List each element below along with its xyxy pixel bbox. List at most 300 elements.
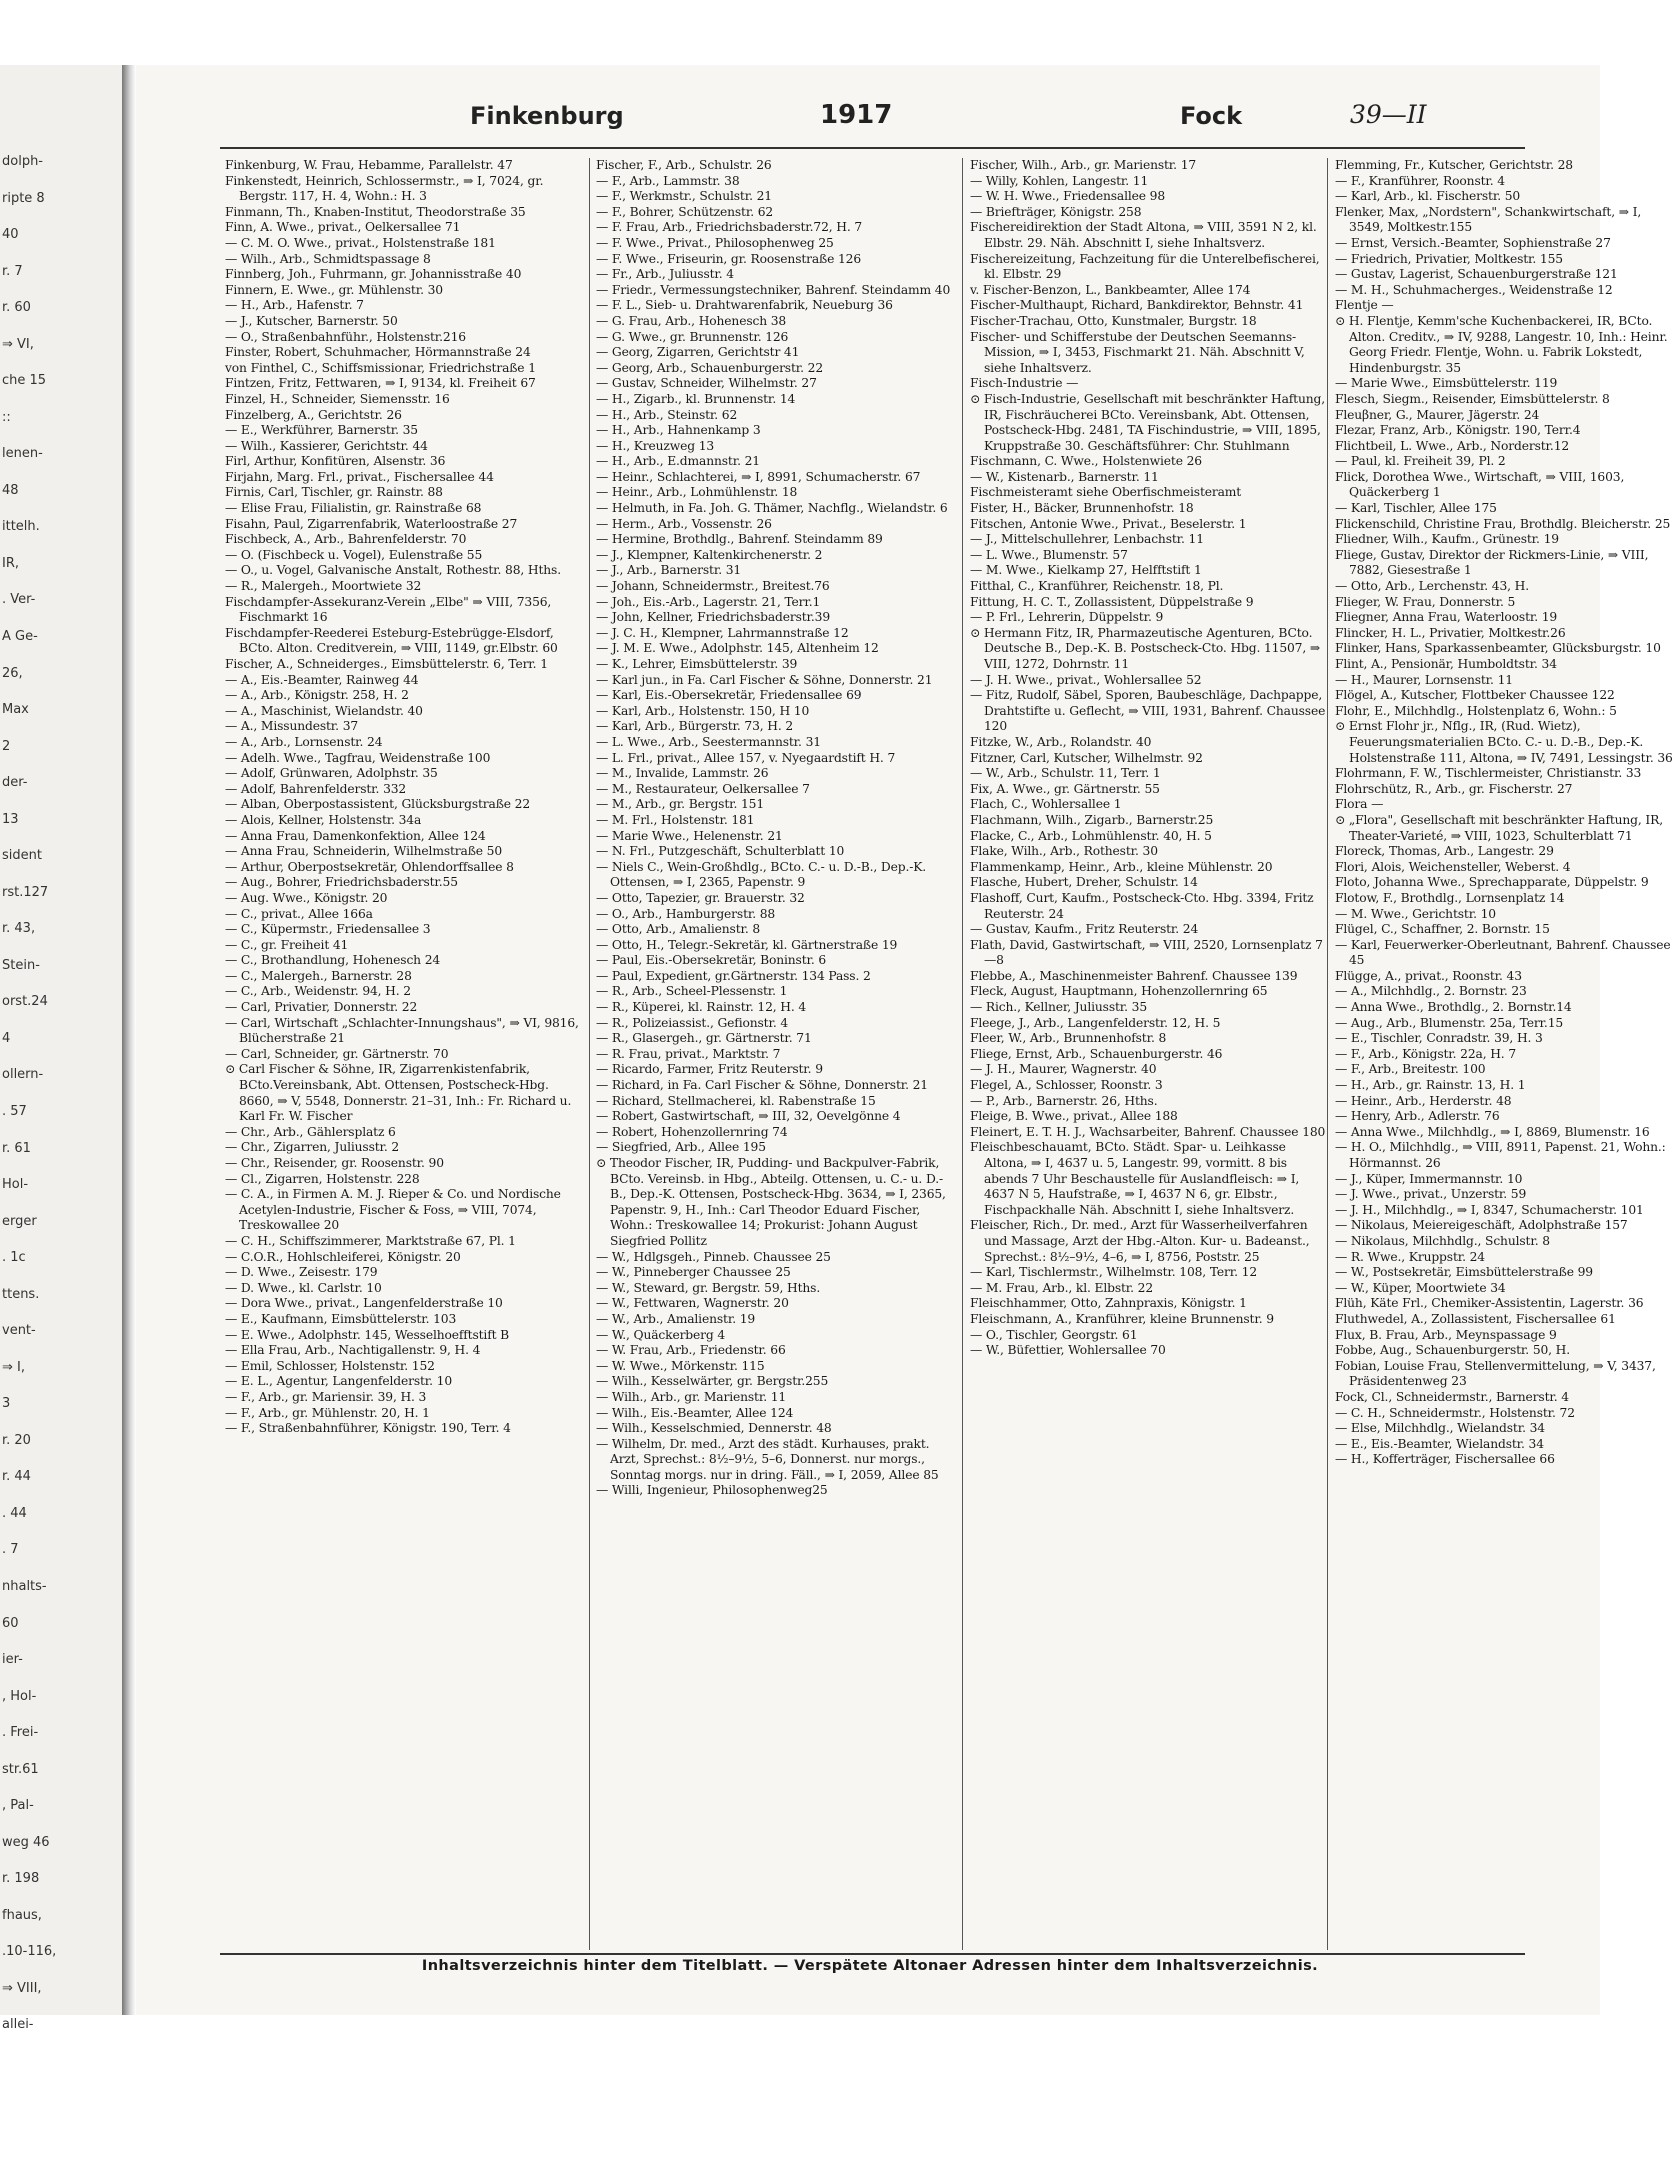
directory-entry: Flake, Wilh., Arb., Rothestr. 30 [970, 844, 1158, 859]
directory-entry: — F., Werkmstr., Schulstr. 21 [596, 189, 772, 204]
directory-entry: Flinker, Hans, Sparkassenbeamter, Glücksburgstr. 10 [1335, 641, 1661, 656]
directory-entry: — Karl, Tischlermstr., Wilhelmstr. 108, Terr. 12 [970, 1265, 1258, 1280]
directory-entry: — A., Missundestr. 37 [225, 719, 359, 734]
directory-entry: Fleige, B. Wwe., privat., Allee 188 [970, 1109, 1178, 1124]
margin-fragment: r. 44 [2, 1469, 31, 1485]
directory-entry: von Finthel, C., Schiffsmissionar, Friedrichstraße 1 [225, 360, 536, 375]
directory-entry: — Rich., Kellner, Juliusstr. 35 [970, 1000, 1148, 1015]
directory-entry: — F. L., Sieb- u. Drahtwarenfabrik, Neueburg 36 [596, 298, 893, 313]
directory-entry: — Else, Milchhdlg., Wielandstr. 34 [1335, 1421, 1545, 1436]
directory-entry: — Georg, Arb., Schauenburgerstr. 22 [596, 360, 824, 375]
directory-entry: Firjahn, Marg. Frl., privat., Fischersallee 44 [225, 469, 494, 484]
directory-entry: ⊙ Fisch-Industrie, Gesellschaft mit beschränkter Haftung, IR, Fischräucherei BCto. Vereinsbank, Abt. Ottensen, Postscheck-Hbg. 2481, TA Fischindustrie, ⇒ VIII, 1895, Kruppstraße 30. Geschäftsführer: Chr. Stuhlmann [970, 391, 1325, 453]
directory-entry: Fliege, Gustav, Direktor der Rickmers-Linie, ⇒ VIII, 7882, Giesestraße 1 [1335, 547, 1649, 578]
margin-fragment: , Pal- [2, 1798, 34, 1814]
margin-fragment: str.61 [2, 1761, 39, 1777]
directory-entry: — C. A., in Firmen A. M. J. Rieper & Co. und Nordische Acetylen-Industrie, Fischer & Foss, ⇒ VIII, 7074, Treskowallee 20 [225, 1187, 561, 1233]
directory-entry: v. Fischer-Benzon, L., Bankbeamter, Allee 174 [970, 282, 1251, 297]
directory-entry: — Karl, Eis.-Obersekretär, Friedensallee 69 [596, 688, 862, 703]
directory-entry: Fitzner, Carl, Kutscher, Wilhelmstr. 92 [970, 750, 1203, 765]
directory-entry: — H., Maurer, Lornsenstr. 11 [1335, 672, 1513, 687]
directory-entry: — C., Brothandlung, Hohenesch 24 [225, 953, 441, 968]
directory-entry: Fleer, W., Arb., Brunnenhofstr. 8 [970, 1031, 1167, 1046]
margin-fragment: nhalts- [2, 1579, 47, 1594]
margin-fragment: r. 198 [2, 1871, 40, 1887]
directory-entry: — Alban, Oberpostassistent, Glücksburgstraße 22 [225, 797, 531, 812]
directory-entry: Flashoff, Curt, Kaufm., Postscheck-Cto. Hbg. 3394, Fritz Reuterstr. 24 [970, 890, 1314, 921]
directory-entry: Fischereidirektion der Stadt Altona, ⇒ VIII, 3591 N 2, kl. Elbstr. 29. Näh. Abschnitt I, siehe Inhaltsverz. [970, 220, 1317, 250]
directory-entry: — Georg, Zigarren, Gerichtstr 41 [596, 345, 800, 360]
directory-entry: Flincker, H. L., Privatier, Moltkestr.26 [1335, 625, 1566, 640]
directory-entry: — W., Postsekretär, Eimsbüttelerstraße 99 [1335, 1265, 1593, 1280]
directory-entry: — G. Frau, Arb., Hohenesch 38 [596, 313, 787, 328]
margin-fragment: IR, [2, 555, 19, 571]
directory-entry: — Hermine, Brothdlg., Bahrenf. Steindamm 89 [596, 532, 883, 547]
footer-rule [220, 1953, 1525, 1955]
directory-entry: — Wilhelm, Dr. med., Arzt des städt. Kurhauses, prakt. Arzt, Sprechst.: 8½–9½, 5–6, Donnerst. nur morgs., Sonntag morgs. nur in dring. Fäll., ⇒ I, 2059, Allee 85 [596, 1436, 939, 1482]
margin-fragment: r. 43, [2, 921, 36, 937]
directory-entry: Fleischmann, A., Kranführer, kleine Brunnenstr. 9 [970, 1311, 1274, 1326]
directory-entry: — Paul, Expedient, gr.Gärtnerstr. 134 Pass. 2 [596, 968, 871, 983]
directory-entry: — Otto, H., Telegr.-Sekretär, kl. Gärtnerstraße 19 [596, 937, 898, 952]
directory-entry: — O., Arb., Hamburgerstr. 88 [596, 906, 776, 921]
margin-fragment: der- [2, 775, 28, 791]
directory-entry: Finnern, E. Wwe., gr. Mühlenstr. 30 [225, 282, 443, 297]
directory-entry: — Wilh., Kassierer, Gerichtstr. 44 [225, 438, 428, 453]
directory-entry: Flüh, Käte Frl., Chemiker-Assistentin, Lagerstr. 36 [1335, 1296, 1644, 1311]
directory-entry: — P., Arb., Barnerstr. 26, Hths. [970, 1093, 1158, 1108]
column-2 [596, 158, 952, 1950]
margin-fragment: . Ver- [2, 592, 36, 608]
directory-entry: Fluthwedel, A., Zollassistent, Fischersallee 61 [1335, 1311, 1616, 1326]
directory-entry: — Niels C., Wein-Großhdlg., BCto. C.- u. D.-B., Dep.-K. Ottensen, ⇒ I, 2365, Papenstr. 9 [596, 859, 927, 890]
directory-entry: — M., Invalide, Lammstr. 26 [596, 766, 769, 781]
margin-fragment: ttens. [2, 1286, 40, 1302]
directory-entry: — L. Wwe., Arb., Seestermannstr. 31 [596, 734, 821, 749]
directory-entry: Fischer, A., Schneiderges., Eimsbüttelerstr. 6, Terr. 1 [225, 657, 548, 671]
directory-entry: Fliege, Ernst, Arb., Schauenburgerstr. 46 [970, 1046, 1223, 1061]
margin-fragment: ripte 8 [2, 190, 45, 206]
directory-entry: — W. Frau, Arb., Friedenstr. 66 [596, 1343, 786, 1358]
directory-entry: — Helmuth, in Fa. Joh. G. Thämer, Nachflg., Wielandstr. 6 [596, 501, 948, 516]
directory-entry: — Robert, Hohenzollernring 74 [596, 1124, 788, 1139]
directory-entry: — F., Straßenbahnführer, Königstr. 190, Terr. 4 [225, 1421, 511, 1436]
directory-entry: — A., Arb., Königstr. 258, H. 2 [225, 688, 409, 703]
directory-entry: Flori, Alois, Weichensteller, Weberst. 4 [1335, 859, 1571, 874]
header-year: 1917 [820, 100, 893, 130]
directory-entry: — Henry, Arb., Adlerstr. 76 [1335, 1109, 1500, 1124]
directory-entry: Fock, Cl., Schneidermstr., Barnerstr. 4 [1335, 1389, 1569, 1404]
directory-entry: — W., Pinneberger Chaussee 25 [596, 1265, 791, 1280]
directory-entry: Flesch, Siegm., Reisender, Eimsbüttelerstr. 8 [1335, 391, 1610, 406]
directory-entry: — Anna Wwe., Milchhdlg., ⇒ I, 8869, Blumenstr. 16 [1335, 1124, 1650, 1139]
directory-entry: — Paul, kl. Freiheit 39, Pl. 2 [1335, 454, 1506, 469]
directory-entry: — Siegfried, Arb., Allee 195 [596, 1140, 766, 1155]
directory-entry: — E., Tischler, Conradstr. 39, H. 3 [1335, 1031, 1543, 1046]
directory-entry: Fischbeck, A., Arb., Bahrenfelderstr. 70 [225, 532, 467, 547]
directory-entry: — C., Arb., Weidenstr. 94, H. 2 [225, 984, 411, 999]
directory-entry: — Adelh. Wwe., Tagfrau, Weidenstraße 100 [225, 750, 491, 765]
directory-entry: — F., Arb., Lammstr. 38 [596, 173, 740, 188]
directory-entry: Flemming, Fr., Kutscher, Gerichtstr. 28 [1335, 158, 1573, 172]
directory-entry: — H., Arb., Hafenstr. 7 [225, 298, 364, 313]
margin-fragment: erger [2, 1213, 37, 1229]
directory-entry: — E., Eis.-Beamter, Wielandstr. 34 [1335, 1436, 1544, 1451]
directory-entry: — Richard, in Fa. Carl Fischer & Söhne, Donnerstr. 21 [596, 1078, 928, 1093]
margin-fragment: r. 7 [2, 263, 23, 279]
directory-entry: — Ricardo, Farmer, Fritz Reuterstr. 9 [596, 1062, 823, 1077]
directory-entry: Flammenkamp, Heinr., Arb., kleine Mühlenstr. 20 [970, 859, 1273, 874]
directory-entry: Fischdampfer-Assekuranz-Verein „Elbe" ⇒ VIII, 7356, Fischmarkt 16 [225, 594, 552, 625]
column-1 [225, 158, 581, 1950]
directory-entry: — C., Küpermstr., Friedensallee 3 [225, 922, 431, 937]
directory-entry: — Otto, Arb., Amalienstr. 8 [596, 922, 761, 937]
margin-fragment: weg 46 [2, 1834, 50, 1850]
directory-entry: — G. Wwe., gr. Brunnenstr. 126 [596, 329, 789, 344]
directory-entry: — Adolf, Bahrenfelderstr. 332 [225, 781, 407, 796]
directory-entry: — J., Arb., Barnerstr. 31 [596, 563, 742, 578]
directory-entry: Fitthal, C., Kranführer, Reichenstr. 18, Pl. [970, 579, 1224, 594]
directory-entry: Fischer- und Schifferstube der Deutschen Seemanns-Mission, ⇒ I, 3453, Fischmarkt 21. Näh. Abschnitt V, siehe Inhaltsverz. [970, 329, 1305, 375]
margin-fragment: :: [2, 409, 11, 425]
directory-entry: — M. Frl., Holstenstr. 181 [596, 812, 755, 827]
directory-entry: Fleischhammer, Otto, Zahnpraxis, Königstr. 1 [970, 1296, 1247, 1311]
directory-entry: — A., Milchhdlg., 2. Bornstr. 23 [1335, 984, 1527, 999]
directory-entry: Flath, David, Gastwirtschaft, ⇒ VIII, 2520, Lornsenplatz 7—8 [970, 937, 1323, 968]
margin-fragment: Stein- [2, 957, 40, 973]
directory-entry: Fleck, August, Hauptmann, Hohenzollernring 65 [970, 984, 1268, 999]
directory-entry: Fischereizeitung, Fachzeitung für die Unterelbefischerei, kl. Elbstr. 29 [970, 251, 1320, 282]
margin-fragment: r. 20 [2, 1432, 31, 1448]
directory-entry: — Fr., Arb., Juliusstr. 4 [596, 267, 734, 282]
margin-fragment: sident [2, 848, 42, 864]
margin-fragment: 26, [2, 665, 23, 681]
directory-entry: — Aug., Arb., Blumenstr. 25a, Terr.15 [1335, 1015, 1564, 1030]
directory-entry: — Aug., Bohrer, Friedrichsbaderstr.55 [225, 875, 458, 890]
directory-entry: — Emil, Schlosser, Holstenstr. 152 [225, 1358, 435, 1373]
margin-fragment: rst.127 [2, 884, 49, 900]
directory-entry: — Otto, Arb., Lerchenstr. 43, H. [1335, 579, 1529, 594]
directory-entry: — H., Zigarb., kl. Brunnenstr. 14 [596, 391, 796, 406]
directory-entry: — Richard, Stellmacherei, kl. Rabenstraße 15 [596, 1093, 876, 1108]
margin-fragment: ⇒ I, [2, 1359, 25, 1375]
directory-entry: ⊙ Carl Fischer & Söhne, IR, Zigarrenkistenfabrik, BCto.Vereinsbank, Abt. Ottensen, Postscheck-Hbg. 8660, ⇒ V, 5548, Donnerstr. 21–31, Inh.: Fr. Richard u. Karl Fr. W. Fischer [225, 1062, 572, 1124]
margin-fragment: r. 61 [2, 1140, 31, 1156]
directory-entry: — J. H. Wwe., privat., Wohlersallee 52 [970, 672, 1202, 687]
directory-entry: Fobbe, Aug., Schauenburgerstr. 50, H. [1335, 1343, 1571, 1358]
directory-entry: — Anna Frau, Schneiderin, Wilhelmstraße 50 [225, 844, 502, 859]
directory-entry: Flenker, Max, „Nordstern", Schankwirtschaft, ⇒ I, 3549, Moltkestr.155 [1335, 204, 1642, 235]
directory-entry: — Nikolaus, Milchhdlg., Schulstr. 8 [1335, 1233, 1550, 1248]
directory-entry: — J., Klempner, Kaltenkirchenerstr. 2 [596, 547, 823, 562]
directory-entry: — Carl, Privatier, Donnerstr. 22 [225, 1000, 418, 1015]
directory-entry: — Chr., Zigarren, Juliusstr. 2 [225, 1140, 400, 1155]
directory-entry: — J., Mittelschullehrer, Lenbachstr. 11 [970, 532, 1204, 547]
directory-entry: — Karl, Feuerwerker-Oberleutnant, Bahrenf. Chaussee 45 [1335, 937, 1671, 968]
directory-entry: Fitzke, W., Arb., Rolandstr. 40 [970, 734, 1152, 749]
directory-entry: — Karl, Arb., Holstenstr. 150, H 10 [596, 703, 810, 718]
directory-entry: — F., Bohrer, Schützenstr. 62 [596, 204, 774, 219]
directory-entry: — A., Arb., Lornsenstr. 24 [225, 734, 383, 749]
directory-entry: — F., Arb., Königstr. 22a, H. 7 [1335, 1046, 1516, 1061]
directory-entry: — Ella Frau, Arb., Nachtigallenstr. 9, H. 4 [225, 1343, 481, 1358]
directory-entry: Fleischer, Rich., Dr. med., Arzt für Wasserheilverfahren und Massage, Arzt der Hbg.-Alton. Kur- u. Badeanst., Sprechst.: 8½–9½, 4–6, ⇒ I, 8756, Poststr. 25 [970, 1218, 1310, 1264]
directory-entry: — K., Lehrer, Eimsbüttelerstr. 39 [596, 657, 798, 671]
margin-fragment: ier- [2, 1652, 23, 1668]
column-divider [1327, 158, 1328, 1950]
directory-entry: — Wilh., Arb., gr. Marienstr. 11 [596, 1389, 787, 1404]
directory-entry: Flohrmann, F. W., Tischlermeister, Christianstr. 33 [1335, 766, 1642, 781]
directory-entry: — F. Wwe., Friseurin, gr. Roosenstraße 126 [596, 251, 862, 266]
directory-entry: Flögel, A., Kutscher, Flottbeker Chaussee 122 [1335, 688, 1615, 703]
directory-entry: — Robert, Gastwirtschaft, ⇒ III, 32, Oevelgönne 4 [596, 1109, 901, 1124]
directory-entry: Flora — [1335, 797, 1384, 812]
directory-entry: — Heinr., Arb., Herderstr. 48 [1335, 1093, 1512, 1108]
margin-fragment: ⇒ VI, [2, 336, 34, 352]
directory-entry: — Chr., Arb., Gählersplatz 6 [225, 1124, 396, 1139]
directory-entry: — J. H., Maurer, Wagnerstr. 40 [970, 1062, 1157, 1077]
directory-entry: Flacke, C., Arb., Lohmühlenstr. 40, H. 5 [970, 828, 1212, 843]
directory-entry: — R., Arb., Scheel-Plessenstr. 1 [596, 984, 788, 999]
directory-entry: Flachmann, Wilh., Zigarb., Barnerstr.25 [970, 812, 1214, 827]
directory-entry: — J. H., Milchhdlg., ⇒ I, 8347, Schumacherstr. 101 [1335, 1202, 1644, 1217]
directory-entry: — O., Tischler, Georgstr. 61 [970, 1327, 1138, 1342]
directory-entry: — O., Straßenbahnführ., Holstenstr.216 [225, 329, 466, 344]
directory-entry: Fischer, Wilh., Arb., gr. Marienstr. 17 [970, 158, 1197, 172]
directory-entry: Flügel, C., Schaffner, 2. Bornstr. 15 [1335, 922, 1550, 937]
directory-entry: — R., Küperei, kl. Rainstr. 12, H. 4 [596, 1000, 807, 1015]
directory-entry: — E., Werkführer, Barnerstr. 35 [225, 423, 418, 438]
column-4 [1335, 158, 1675, 1950]
directory-entry: — Carl, Schneider, gr. Gärtnerstr. 70 [225, 1046, 449, 1061]
directory-entry: — Herm., Arb., Vossenstr. 26 [596, 516, 772, 531]
directory-entry: — E., Kaufmann, Eimsbüttelerstr. 103 [225, 1311, 457, 1326]
directory-entry: — N. Frl., Putzgeschäft, Schulterblatt 10 [596, 844, 845, 859]
page-header [220, 100, 1540, 140]
directory-entry: Fittung, H. C. T., Zollassistent, Düppelstraße 9 [970, 594, 1254, 609]
directory-entry: — W., Küper, Moortwiete 34 [1335, 1280, 1506, 1295]
directory-entry: — Marie Wwe., Eimsbüttelerstr. 119 [1335, 376, 1558, 391]
previous-page-margin [0, 65, 125, 2033]
directory-entry: Flieger, W. Frau, Donnerstr. 5 [1335, 594, 1516, 609]
directory-entry: — W., Fettwaren, Wagnerstr. 20 [596, 1296, 789, 1311]
directory-entry: Finmann, Th., Knaben-Institut, Theodorstraße 35 [225, 204, 526, 219]
directory-entry: — C.O.R., Hohlschleiferei, Königstr. 20 [225, 1249, 461, 1264]
directory-entry: — Joh., Eis.-Arb., Lagerstr. 21, Terr.1 [596, 594, 821, 609]
directory-entry: — W., Büfettier, Wohlersallee 70 [970, 1343, 1166, 1358]
directory-entry: Firl, Arthur, Konfitüren, Alsenstr. 36 [225, 454, 446, 469]
directory-entry: — Carl, Wirtschaft „Schlachter-Innungshaus", ⇒ VI, 9816, Blücherstraße 21 [225, 1015, 579, 1046]
directory-entry: Fischer-Multhaupt, Richard, Bankdirektor, Behnstr. 41 [970, 298, 1304, 313]
margin-fragment: , Hol- [2, 1688, 37, 1704]
directory-entry: Finzelberg, A., Gerichtstr. 26 [225, 407, 402, 422]
directory-entry: — C. H., Schneidermstr., Holstenstr. 72 [1335, 1405, 1575, 1420]
directory-entry: — J., Kutscher, Barnerstr. 50 [225, 313, 398, 328]
directory-entry: — Marie Wwe., Helenenstr. 21 [596, 828, 783, 843]
directory-entry: Firnis, Carl, Tischler, gr. Rainstr. 88 [225, 485, 443, 500]
directory-entry: Flohrschütz, R., Arb., gr. Fischerstr. 27 [1335, 781, 1573, 796]
directory-entry: — W., Hdlgsgeh., Pinneb. Chaussee 25 [596, 1249, 831, 1264]
directory-entry: — F., Kranführer, Roonstr. 4 [1335, 173, 1505, 188]
header-last-entry: Fock [1180, 102, 1243, 130]
margin-fragment: 4 [2, 1030, 11, 1046]
directory-entry: — E. Wwe., Adolphstr. 145, Wesselhoefftstift B [225, 1327, 510, 1342]
column-divider [962, 158, 963, 1950]
directory-entry: — R. Frau, privat., Marktstr. 7 [596, 1046, 781, 1061]
directory-entry: Flick, Dorothea Wwe., Wirtschaft, ⇒ VIII, 1603, Quäckerberg 1 [1335, 469, 1625, 500]
directory-entry: — W., Steward, gr. Bergstr. 59, Hths. [596, 1280, 821, 1295]
directory-entry: — Willy, Kohlen, Langestr. 11 [970, 173, 1149, 188]
margin-fragment: . 44 [2, 1505, 27, 1521]
directory-entry: — Wilh., Kesselwärter, gr. Bergstr.255 [596, 1374, 829, 1389]
directory-entry: Flickenschild, Christine Frau, Brothdlg. Bleicherstr. 25 [1335, 516, 1671, 531]
directory-entry: — F., Arb., gr. Mühlenstr. 20, H. 1 [225, 1405, 430, 1420]
margin-fragment: . 1c [2, 1250, 26, 1266]
directory-entry: — Karl jun., in Fa. Carl Fischer & Söhne, Donnerstr. 21 [596, 672, 933, 687]
margin-fragment: ⇒ VIII, [2, 1980, 42, 1996]
directory-entry: Finzel, H., Schneider, Siemensstr. 16 [225, 391, 450, 406]
directory-entry: Flux, B. Frau, Arb., Meynspassage 9 [1335, 1327, 1557, 1342]
margin-fragment: 3 [2, 1396, 11, 1412]
directory-entry: ⊙ Ernst Flohr jr., Nflg., IR, (Rud. Wietz), Feuerungsmaterialien BCto. C.- u. D.-B., Dep.-K. Holstenstraße 111, Altona, ⇒ IV, 7491, Lessingstr. 36 [1335, 719, 1673, 765]
directory-entry: ⊙ „Flora", Gesellschaft mit beschränkter Haftung, IR, Theater-Varieté, ⇒ VIII, 1023, Schulterblatt 71 [1335, 812, 1663, 843]
directory-entry: — Gustav, Kaufm., Fritz Reuterstr. 24 [970, 922, 1199, 937]
directory-entry: — Elise Frau, Filialistin, gr. Rainstraße 68 [225, 501, 482, 516]
directory-entry: — W., Quäckerberg 4 [596, 1327, 726, 1342]
directory-entry: — M., Restaurateur, Oelkersallee 7 [596, 781, 810, 796]
directory-entry: Finkenstedt, Heinrich, Schlossermstr., ⇒ I, 7024, gr. Bergstr. 117, H. 4, Wohn.: H. 3 [225, 173, 544, 204]
directory-entry: — M., Arb., gr. Bergstr. 151 [596, 797, 765, 812]
directory-entry: — L. Wwe., Blumenstr. 57 [970, 547, 1128, 562]
directory-entry: — Heinr., Schlachterei, ⇒ I, 8991, Schumacherstr. 67 [596, 469, 921, 484]
directory-entry: Fintzen, Fritz, Fettwaren, ⇒ I, 9134, kl. Freiheit 67 [225, 376, 536, 391]
directory-entry: — A., Maschinist, Wielandstr. 40 [225, 703, 423, 718]
directory-entry: Fister, H., Bäcker, Brunnenhofstr. 18 [970, 501, 1194, 516]
directory-entry: Fischdampfer-Reederei Esteburg-Estebrügge-Elsdorf, BCto. Alton. Creditverein, ⇒ VIII, 1149, gr.Elbstr. 60 [225, 625, 558, 656]
directory-entry: — W., Arb., Amalienstr. 19 [596, 1311, 756, 1326]
directory-entry: — D. Wwe., Zeisestr. 179 [225, 1265, 378, 1280]
directory-entry: Fliedner, Wilh., Kaufm., Grünestr. 19 [1335, 532, 1559, 547]
directory-entry: — E. L., Agentur, Langenfelderstr. 10 [225, 1374, 453, 1389]
directory-entry: — Heinr., Arb., Lohmühlenstr. 18 [596, 485, 798, 500]
directory-entry: Flügge, A., privat., Roonstr. 43 [1335, 968, 1522, 983]
directory-entry: — Otto, Tapezier, gr. Brauerstr. 32 [596, 890, 805, 905]
directory-entry: — W. H. Wwe., Friedensallee 98 [970, 189, 1166, 204]
directory-entry: Fischer-Trachau, Otto, Kunstmaler, Burgstr. 18 [970, 313, 1257, 328]
margin-fragment: Hol- [2, 1177, 29, 1193]
margin-fragment: ittelh. [2, 519, 40, 535]
directory-entry: — Gustav, Lagerist, Schauenburgerstraße 121 [1335, 267, 1618, 282]
directory-entry: — J., Küper, Immermannstr. 10 [1335, 1171, 1523, 1186]
directory-entry: — J. M. E. Wwe., Adolphstr. 145, Altenheim 12 [596, 641, 879, 656]
directory-entry: — R., Polizeiassist., Gefionstr. 4 [596, 1015, 789, 1030]
directory-entry: Flotow, F., Brothdlg., Lornsenplatz 14 [1335, 890, 1565, 905]
directory-entry: — Karl, Arb., Bürgerstr. 73, H. 2 [596, 719, 794, 734]
directory-entry: Flentje — [1335, 298, 1394, 313]
directory-entry: Fisahn, Paul, Zigarrenfabrik, Waterloostraße 27 [225, 516, 518, 531]
directory-entry: — R. Wwe., Kruppstr. 24 [1335, 1249, 1485, 1264]
directory-entry: Fliegner, Anna Frau, Waterloostr. 19 [1335, 610, 1558, 625]
margin-fragment: lenen- [2, 446, 43, 462]
directory-entry: Fisch-Industrie — [970, 376, 1079, 391]
directory-entry: ⊙ H. Flentje, Kemm'sche Kuchenbackerei, IR, BCto. Alton. Creditv., ⇒ IV, 9288, Langestr. 10, Inh.: Heinr. Georg Friedr. Flentje, Wohn. u. Fabrik Lokstedt, Hindenburgstr. 35 [1335, 313, 1668, 375]
directory-entry: — Gustav, Schneider, Wilhelmstr. 27 [596, 376, 817, 391]
directory-entry: — Anna Wwe., Brothdlg., 2. Bornstr.14 [1335, 1000, 1572, 1015]
margin-fragment: 13 [2, 811, 19, 827]
directory-entry: Fix, A. Wwe., gr. Gärtnerstr. 55 [970, 781, 1160, 796]
directory-entry: — A., Eis.-Beamter, Rainweg 44 [225, 672, 419, 687]
directory-entry: — M. Wwe., Gerichtstr. 10 [1335, 906, 1496, 921]
directory-entry: — C., Malergeh., Barnerstr. 28 [225, 968, 412, 983]
directory-entry: — M. Wwe., Kielkamp 27, Helfftstift 1 [970, 563, 1202, 578]
margin-fragment: ollern- [2, 1067, 44, 1083]
directory-entry: Fleischbeschauamt, BCto. Städt. Spar- u. Leihkasse Altona, ⇒ I, 4637 u. 5, Langestr. 99, vormitt. 8 bis abends 7 Uhr Beschaustelle für Auslandfleisch: ⇒ I, 4637 N 5, Haufstraße, ⇒ I, 4637 N 6, gr. Elbstr., Fischpackhalle Näh. Abschnitt I, siehe Inhaltsverz. [970, 1140, 1300, 1217]
margin-fragment: allei- [2, 2017, 34, 2033]
directory-entry: — M. H., Schuhmacherges., Weidenstraße 12 [1335, 282, 1613, 297]
directory-entry: — C., gr. Freiheit 41 [225, 937, 349, 952]
directory-entry: Fleuβner, G., Maurer, Jägerstr. 24 [1335, 407, 1540, 422]
margin-fragment: orst.24 [2, 994, 48, 1010]
directory-entry: — Alois, Kellner, Holstenstr. 34a [225, 812, 422, 827]
directory-entry: — L. Frl., privat., Allee 157, v. Nyegaardstift H. 7 [596, 750, 896, 765]
directory-entry: — F., Arb., Breitestr. 100 [1335, 1062, 1486, 1077]
directory-entry: — Chr., Reisender, gr. Roosenstr. 90 [225, 1156, 444, 1170]
margin-fragment: . Frei- [2, 1725, 39, 1741]
margin-fragment: dolph- [2, 154, 43, 169]
directory-entry: Floreck, Thomas, Arb., Langestr. 29 [1335, 844, 1554, 859]
directory-entry: — R., Glasergeh., gr. Gärtnerstr. 71 [596, 1031, 812, 1046]
directory-entry: Flegel, A., Schlosser, Roonstr. 3 [970, 1078, 1163, 1093]
directory-entry: Flebbe, A., Maschinenmeister Bahrenf. Chaussee 139 [970, 968, 1298, 983]
directory-entry: — H. O., Milchhdlg., ⇒ VIII, 8911, Papenst. 21, Wohn.: Hörmannst. 26 [1335, 1140, 1666, 1170]
page-number: 39—II [1350, 100, 1427, 129]
directory-entry: — W., Arb., Schulstr. 11, Terr. 1 [970, 766, 1161, 781]
directory-entry: Flohr, E., Milchhdlg., Holstenplatz 6, Wohn.: 5 [1335, 703, 1617, 718]
directory-entry: — Friedrich, Privatier, Moltkestr. 155 [1335, 251, 1563, 266]
directory-entry: — M. Frau, Arb., kl. Elbstr. 22 [970, 1280, 1154, 1295]
margin-fragment: che 15 [2, 373, 47, 389]
margin-fragment: .10-116, [2, 1944, 57, 1960]
margin-fragment: 48 [2, 482, 19, 498]
directory-entry: — R., Malergeh., Moortwiete 32 [225, 579, 422, 594]
directory-entry: — F. Frau, Arb., Friedrichsbaderstr.72, H. 7 [596, 220, 863, 235]
directory-entry: — Wilh., Arb., Schmidtspassage 8 [225, 251, 431, 266]
directory-entry: — F. Wwe., Privat., Philosophenweg 25 [596, 235, 834, 250]
directory-entry: — O., u. Vogel, Galvanische Anstalt, Rothestr. 88, Hths. [225, 563, 561, 578]
margin-fragment: 60 [2, 1615, 19, 1631]
directory-entry: Fischer, F., Arb., Schulstr. 26 [596, 158, 772, 172]
directory-entry: — Willi, Ingenieur, Philosophenweg25 [596, 1483, 828, 1498]
directory-entry: — J. Wwe., privat., Unzerstr. 59 [1335, 1187, 1527, 1202]
directory-entry: Finkenburg, W. Frau, Hebamme, Parallelstr. 47 [225, 158, 513, 172]
directory-entry: Finnberg, Joh., Fuhrmann, gr. Johannisstraße 40 [225, 267, 522, 282]
directory-entry: — H., Arb., Steinstr. 62 [596, 407, 738, 422]
directory-entry: — W. Wwe., Mörkenstr. 115 [596, 1358, 765, 1373]
directory-entry: — C. M. O. Wwe., privat., Holstenstraße 181 [225, 235, 496, 250]
directory-entry: — H., Arb., E.dmannstr. 21 [596, 454, 760, 469]
directory-entry: — Anna Frau, Damenkonfektion, Allee 124 [225, 828, 486, 843]
margin-fragment: r. 60 [2, 300, 31, 316]
page-footer-note: Inhaltsverzeichnis hinter dem Titelblatt. — Verspätete Altonaer Adressen hinter dem Inhaltsverzeichnis. [421, 1958, 1319, 1974]
margin-fragment: 40 [2, 227, 19, 243]
directory-entry: — H., Arb., Hahnenkamp 3 [596, 423, 761, 438]
directory-entry: — Wilh., Kesselschmied, Dennerstr. 48 [596, 1421, 832, 1436]
directory-entry: — O. (Fischbeck u. Vogel), Eulenstraße 55 [225, 547, 483, 562]
column-divider [589, 158, 590, 1950]
margin-fragment: A Ge- [2, 629, 38, 644]
directory-entry: — Dora Wwe., privat., Langenfelderstraße 10 [225, 1296, 503, 1311]
directory-entry: Fleinert, E. T. H. J., Wachsarbeiter, Bahrenf. Chaussee 180 [970, 1124, 1326, 1139]
